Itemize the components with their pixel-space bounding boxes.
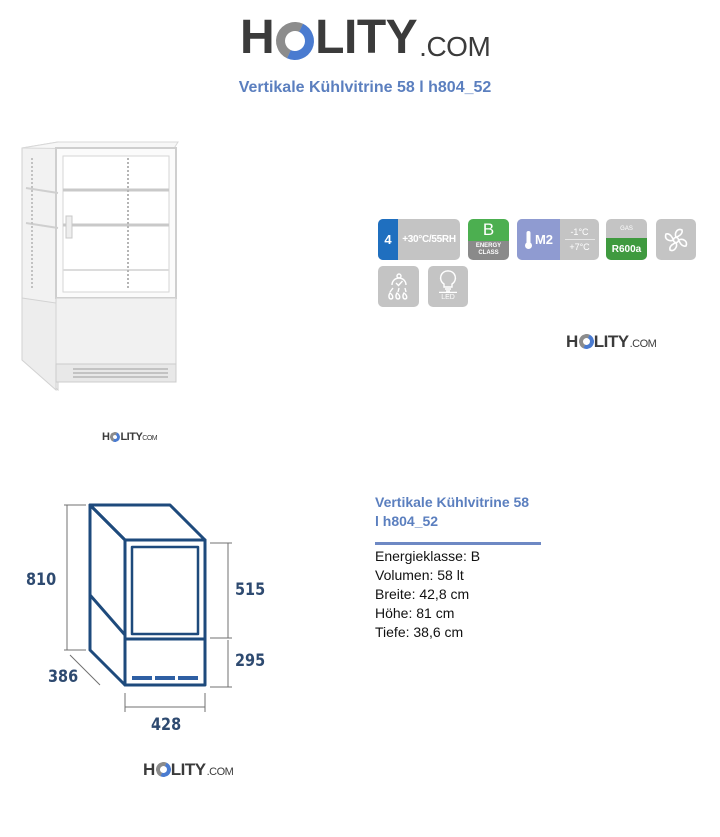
dim-depth: 386 — [48, 667, 79, 687]
logo-domain: .COM — [629, 338, 657, 350]
spec-height: Höhe: 81 cm — [375, 605, 455, 621]
dim-lower-height: 295 — [235, 651, 266, 671]
watermark-h: H — [143, 760, 155, 779]
spec-depth: Tiefe: 38,6 cm — [375, 624, 464, 640]
dim-height-total: 810 — [26, 570, 57, 590]
energy-label-line1: ENERGY — [475, 243, 502, 249]
spec-width: Breite: 42,8 cm — [375, 586, 470, 602]
led-label: LED — [441, 294, 455, 301]
dimensions-watermark — [143, 761, 233, 778]
product-title — [375, 493, 575, 531]
display-fridge-illustration — [18, 138, 183, 398]
dimensions-drawing — [20, 495, 280, 745]
energy-class-letter: B — [468, 219, 509, 241]
product-title-line2: l h804_52 — [375, 513, 439, 529]
badge-energy-class — [468, 219, 509, 260]
logo-letters: LITY — [593, 332, 629, 351]
temp-min: -1°C — [570, 227, 589, 237]
temperature-range — [560, 219, 599, 260]
badges-logo — [566, 333, 656, 350]
thermometer-icon — [524, 230, 533, 250]
watermark-letters: LITY — [120, 431, 143, 443]
logo-letters: LITY — [315, 11, 418, 64]
energy-label-line2: CLASS — [478, 250, 499, 256]
product-image-watermark — [102, 432, 157, 443]
defrost-icon — [384, 271, 414, 303]
logo-h: H — [566, 332, 578, 351]
logo-domain: .COM — [419, 31, 491, 62]
gas-value: R600a — [606, 238, 647, 260]
temperature-class-code — [517, 219, 560, 260]
badge-automatic-defrost — [378, 266, 419, 307]
spec-volume: Volumen: 58 lt — [375, 567, 464, 583]
badge-refrigerant-gas — [606, 219, 647, 260]
fan-icon — [662, 226, 690, 254]
badge-climate-class — [378, 219, 460, 260]
page-title: Vertikale Kühlvitrine 58 l h804_52 — [238, 79, 492, 96]
watermark-domain: COM — [142, 435, 158, 442]
product-image — [18, 138, 183, 398]
logo-letter-h: H — [240, 11, 275, 64]
holity-logo[interactable] — [240, 11, 491, 64]
gas-label: GAS — [620, 225, 633, 232]
energy-class-label — [468, 241, 509, 260]
spec-list — [375, 547, 480, 642]
dim-upper-height: 515 — [235, 580, 266, 600]
climate-class-number: 4 — [378, 219, 398, 260]
badge-ventilated-cooling — [656, 219, 696, 260]
watermark-domain: .COM — [206, 766, 234, 778]
title-divider — [375, 542, 541, 545]
logo-ring-icon — [271, 17, 320, 66]
spec-energy-class: Energieklasse: B — [375, 548, 481, 564]
temp-code-text: M2 — [534, 232, 554, 247]
watermark-h: H — [102, 431, 110, 443]
product-title-line1: Vertikale Kühlvitrine 58 — [375, 494, 530, 510]
badge-temperature-class — [517, 219, 599, 260]
bulb-icon — [437, 269, 459, 293]
climate-class-text: +30°C/55RH — [402, 234, 456, 245]
temp-max: +7°C — [569, 242, 590, 252]
temp-divider — [565, 239, 595, 240]
dim-width: 428 — [151, 715, 182, 735]
badge-led-lighting — [428, 266, 468, 307]
watermark-letters: LITY — [170, 760, 206, 779]
fridge-dimension-diagram — [20, 495, 280, 745]
